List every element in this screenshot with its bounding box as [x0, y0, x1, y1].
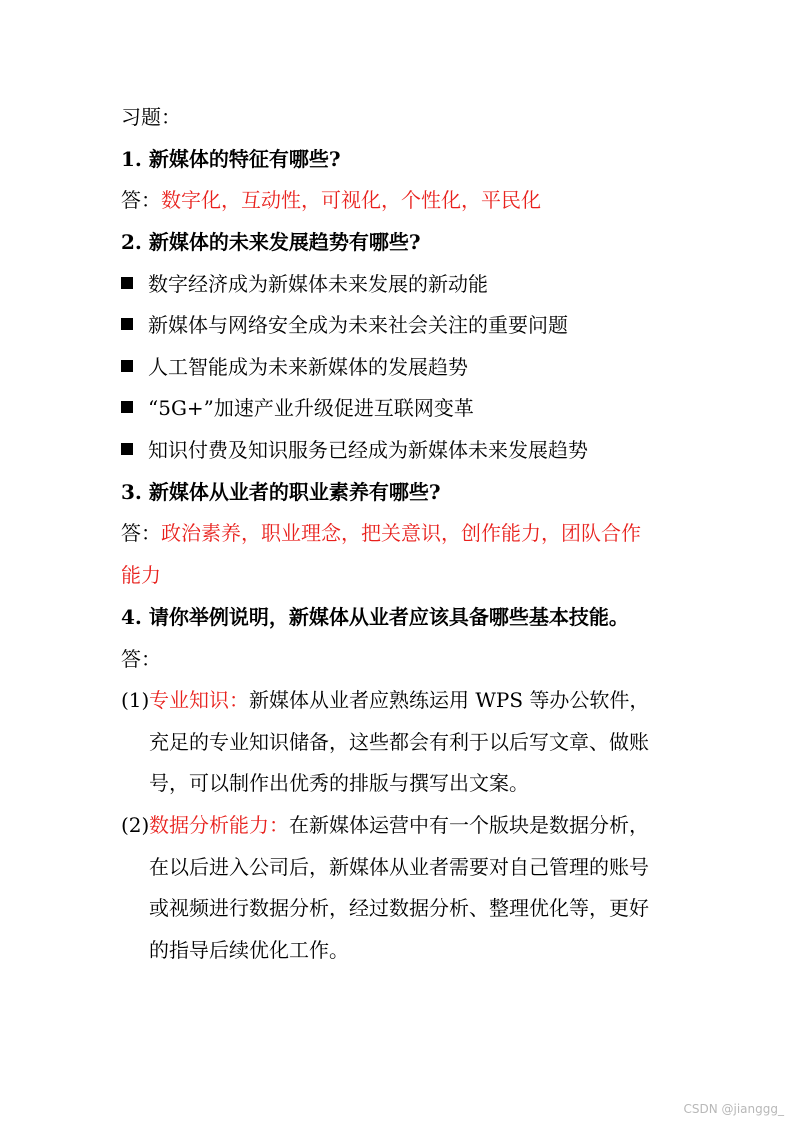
- question-4-text: 请你举例说明，新媒体从业者应该具备哪些基本技能。: [148, 605, 629, 629]
- answer-1-text: 数字化，互动性，可视化，个性化，平民化: [161, 188, 541, 212]
- square-bullet-icon: [121, 277, 133, 289]
- question-2-text: 新媒体的未来发展趋势有哪些?: [148, 230, 421, 254]
- answer-4-label: 答：: [121, 647, 161, 671]
- item-2-line-1: 在新媒体运营中有一个版块是数据分析，: [289, 813, 649, 837]
- square-bullet-icon: [121, 360, 133, 372]
- item-2-title: 数据分析能力：: [149, 813, 289, 837]
- csdn-watermark: CSDN @jianggg_: [683, 1102, 784, 1116]
- bullet-item: [121, 436, 588, 464]
- item-2-line-3: 或视频进行数据分析，经过数据分析、整理优化等，更好: [149, 896, 649, 920]
- bullet-text: 知识付费及知识服务已经成为新媒体未来发展趋势: [148, 438, 588, 462]
- item-1-line-1: 新媒体从业者应熟练运用 WPS 等办公软件，: [249, 688, 650, 712]
- answer-4-item-2: [121, 811, 649, 839]
- bullet-text: 数字经济成为新媒体未来发展的新动能: [148, 272, 488, 296]
- answer-4-item-1: [121, 686, 649, 714]
- square-bullet-icon: [121, 401, 133, 413]
- answer-1: [121, 186, 541, 214]
- answer-3-label: 答：: [121, 521, 161, 545]
- question-1-number: 1.: [121, 147, 142, 171]
- question-1: [121, 145, 341, 173]
- bullet-item: [121, 270, 488, 298]
- bullet-text: 人工智能成为未来新媒体的发展趋势: [148, 355, 468, 379]
- item-2-line-4: 的指导后续优化工作。: [149, 938, 349, 962]
- answer-3-text-line-2: 能力: [121, 563, 161, 587]
- question-3-text: 新媒体从业者的职业素养有哪些?: [148, 480, 441, 504]
- item-1-marker: (1): [121, 688, 150, 712]
- item-1-title: 专业知识：: [149, 688, 249, 712]
- item-1-line-3: 号，可以制作出优秀的排版与撰写出文案。: [149, 771, 529, 795]
- item-2-line-2: 在以后进入公司后，新媒体从业者需要对自己管理的账号: [149, 855, 649, 879]
- bullet-text: “5G+”加速产业升级促进互联网变革: [148, 396, 474, 420]
- bullet-text: 新媒体与网络安全成为未来社会关注的重要问题: [148, 313, 568, 337]
- question-3-number: 3.: [121, 480, 142, 504]
- answer-1-label: 答：: [121, 188, 161, 212]
- item-1-line-2: 充足的专业知识储备，这些都会有利于以后写文章、做账: [149, 730, 649, 754]
- question-4: [121, 603, 629, 631]
- square-bullet-icon: [121, 318, 133, 330]
- question-2: [121, 228, 421, 256]
- answer-3: [121, 519, 641, 547]
- question-4-number: 4.: [121, 605, 142, 629]
- exercise-heading: 习题：: [121, 105, 181, 129]
- question-1-text: 新媒体的特征有哪些?: [148, 147, 341, 171]
- bullet-item: [121, 394, 474, 422]
- bullet-item: [121, 353, 468, 381]
- bullet-item: [121, 311, 568, 339]
- answer-3-text-line-1: 政治素养，职业理念，把关意识，创作能力，团队合作: [161, 521, 641, 545]
- question-2-number: 2.: [121, 230, 142, 254]
- question-3: [121, 478, 441, 506]
- item-2-marker: (2): [121, 813, 150, 837]
- square-bullet-icon: [121, 443, 133, 455]
